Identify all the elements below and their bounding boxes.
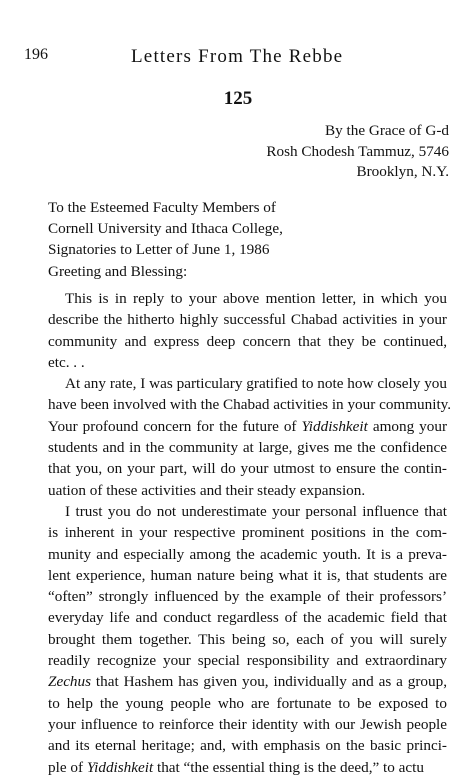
dateline-line: Brooklyn, N.Y. [356, 163, 449, 180]
body-line [48, 671, 447, 692]
italic-term: Yiddishkeit [301, 417, 368, 435]
body-line [48, 458, 447, 479]
text-run: is inherent in your respective prominent positions in the com- [48, 524, 447, 542]
body-line [48, 714, 447, 735]
italic-term: Zechus [48, 673, 92, 691]
text-run: At any rate, I was particulary gratified to note how closely you [65, 375, 447, 393]
book-title: Letters From The Rebbe [131, 46, 344, 67]
body-paragraph [48, 501, 447, 778]
text-run: ple of [48, 758, 87, 776]
body-paragraph [48, 373, 452, 501]
text-run: have been involved with the Chabad activities in your community. [48, 396, 452, 414]
body-line [48, 331, 447, 352]
text-run: “often” strongly influenced by the example of their professors’ [48, 588, 447, 606]
text-run: This is in reply to your above mention letter, in which you [65, 290, 447, 307]
body-line [48, 437, 447, 458]
addressee-line: To the Esteemed Faculty Members of [48, 199, 276, 216]
text-run: your influence to reinforce their identity with our Jewish people [48, 715, 447, 733]
salutation: Greeting and Blessing: [48, 263, 188, 280]
text-run: community and express deep concern that they be continued, [48, 332, 447, 350]
body-line [48, 757, 447, 778]
text-run: etc. . . [48, 353, 85, 371]
body-line [48, 693, 447, 714]
body-line [48, 586, 447, 607]
text-run: munity and especially among the academic youth. It is a preva- [48, 545, 447, 563]
body-line [48, 501, 447, 522]
body-line [48, 544, 447, 565]
addressee-line: Cornell University and Ithaca College, [48, 220, 283, 237]
body-line [48, 522, 447, 543]
body-line [48, 394, 452, 415]
addressee-line: Signatories to Letter of June 1, 1986 [48, 241, 270, 258]
body-line [48, 480, 447, 501]
text-run: describe the hitherto highly successful Chabad activities in your [48, 311, 447, 329]
body-line [48, 650, 447, 671]
body-line [48, 629, 447, 650]
text-run: everyday life and conduct regardless of the academic field that [48, 609, 447, 627]
running-head [24, 46, 454, 70]
body-paragraph [48, 288, 447, 373]
body-line [48, 373, 447, 394]
text-run: to help the young people who are fortunate to be exposed to [48, 694, 447, 712]
addressee-block [48, 197, 283, 260]
italic-term: Yiddishkeit [86, 758, 154, 776]
body-line [48, 735, 447, 756]
body-line [48, 565, 447, 586]
letter-number: 125 [223, 88, 253, 109]
letter-body [48, 288, 452, 778]
text-run: uation of these activities and their steady expansion. [48, 481, 366, 499]
text-run: brought them together. This being so, each of you will surely [48, 630, 447, 648]
text-run: students and in the community at large, gives me the confidence [48, 439, 447, 457]
dateline-line: Rosh Chodesh Tammuz, 5746 [266, 142, 449, 160]
text-run: that you, on your part, will do your utmost to ensure the contin- [48, 460, 447, 478]
text-run: and its eternal heritage; and, with emphasis on the basic princi- [48, 737, 447, 755]
body-line [48, 309, 447, 330]
dateline-line: By the Grace of G-d [325, 122, 449, 139]
body-line [48, 607, 447, 628]
text-run: Your profound concern for the future of [48, 417, 302, 435]
text-run: lent experience, human nature being what it is, that students are [48, 566, 447, 584]
body-line [48, 416, 447, 437]
text-run: I trust you do not underestimate your personal influence that [65, 502, 447, 520]
page-number: 196 [24, 46, 48, 63]
text-run: among your [367, 417, 447, 435]
text-run: that Hashem has given you, individually and as a group, [91, 673, 447, 691]
dateline [266, 121, 449, 183]
text-run: that “the essential thing is the deed,” to actu [153, 758, 424, 776]
body-line [48, 352, 447, 373]
text-run: readily recognize your special responsibility and extraordinary [48, 652, 447, 670]
body-line [48, 288, 447, 309]
